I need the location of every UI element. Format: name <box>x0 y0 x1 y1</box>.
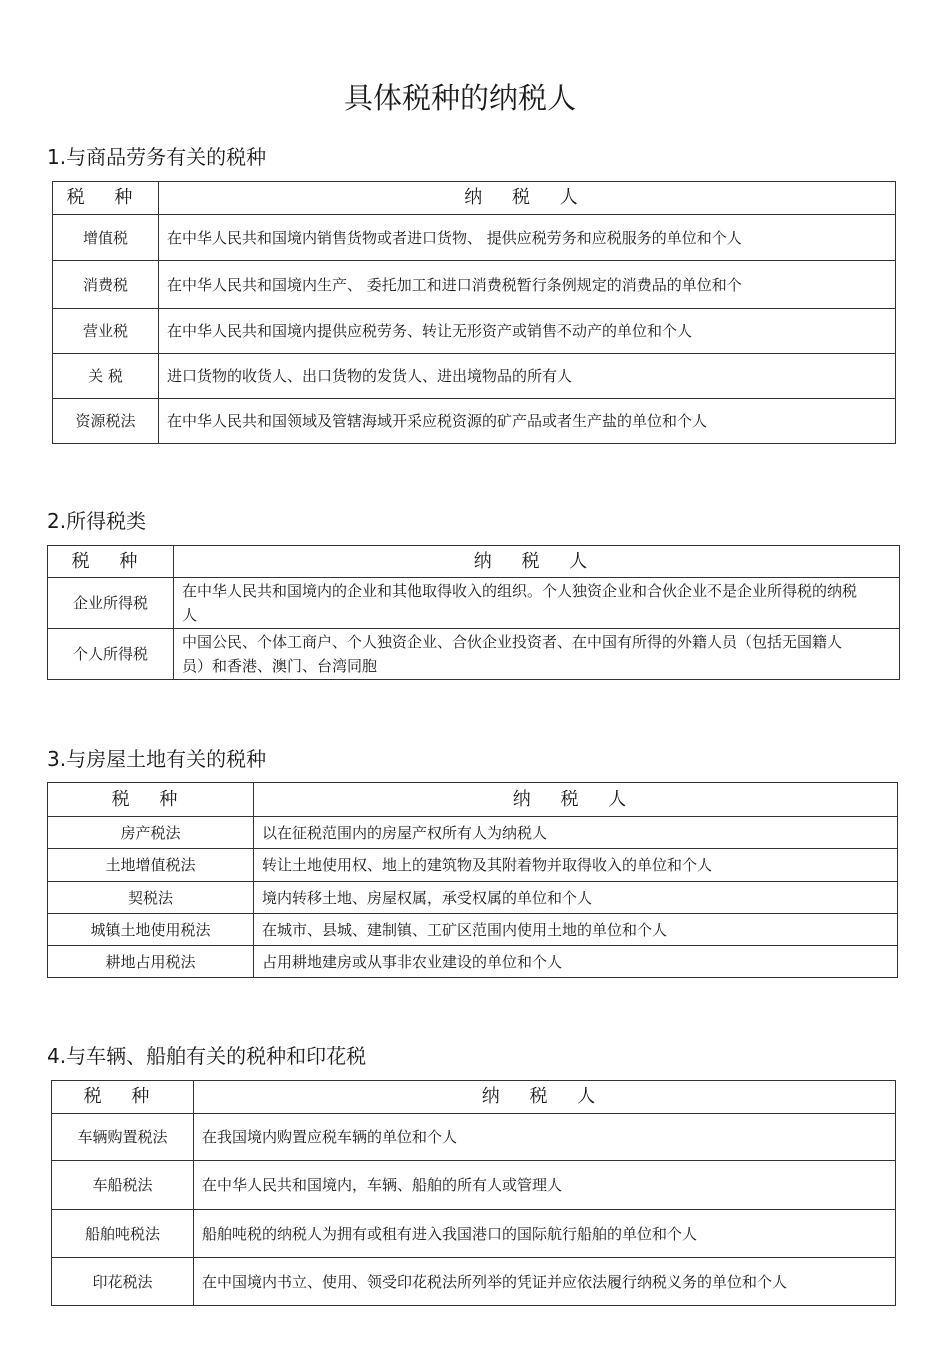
taxpayer-description: 在城市、县城、建制镇、工矿区范围内使用土地的单位和个人 <box>254 914 898 946</box>
table-row <box>53 309 896 354</box>
tax-name: 消费税 <box>53 261 159 309</box>
tax-name: 车辆购置税法 <box>52 1114 194 1161</box>
section-heading-income-tax: 2.所得税类 <box>47 509 147 533</box>
taxpayer-description: 在中华人民共和国境内销售货物或者进口货物、 提供应税劳务和应税服务的单位和个人 <box>159 215 896 261</box>
column-header-taxpayer: 纳 税 人 <box>174 546 900 578</box>
table-header-row <box>52 1081 896 1114</box>
taxpayer-description: 在中华人民共和国境内，车辆、船舶的所有人或管理人 <box>194 1161 896 1210</box>
table-row <box>53 354 896 399</box>
taxpayer-description: 在中华人民共和国境内生产、 委托加工和进口消费税暂行条例规定的消费品的单位和个 <box>159 261 896 309</box>
table-header-row <box>48 783 898 817</box>
tax-name: 增值税 <box>53 215 159 261</box>
table-row <box>48 817 898 849</box>
tax-name: 耕地占用税法 <box>48 946 254 978</box>
tax-name: 船舶吨税法 <box>52 1210 194 1258</box>
taxpayer-description: 船舶吨税的纳税人为拥有或租有进入我国港口的国际航行船舶的单位和个人 <box>194 1210 896 1258</box>
taxpayer-description: 在中华人民共和国境内的企业和其他取得收入的组织。个人独资企业和合伙企业不是企业所得税的纳税人 <box>174 578 900 629</box>
column-header-taxpayer: 纳 税 人 <box>159 182 896 215</box>
table-row <box>52 1161 896 1210</box>
section-heading-vehicle-ship-stamp: 4.与车辆、船舶有关的税种和印花税 <box>47 1044 367 1068</box>
tax-name: 个人所得税 <box>48 629 174 680</box>
taxpayer-description: 以在征税范围内的房屋产权所有人为纳税人 <box>254 817 898 849</box>
tax-name: 契税法 <box>48 882 254 914</box>
taxpayer-description: 在我国境内购置应税车辆的单位和个人 <box>194 1114 896 1161</box>
taxpayer-description: 进口货物的收货人、出口货物的发货人、进出境物品的所有人 <box>159 354 896 399</box>
table-vehicle-ship-stamp <box>51 1080 896 1306</box>
table-row <box>48 882 898 914</box>
tax-name: 土地增值税法 <box>48 849 254 882</box>
tax-name: 房产税法 <box>48 817 254 849</box>
taxpayer-description: 中国公民、个体工商户、个人独资企业、合伙企业投资者、在中国有所得的外籍人员（包括无国籍人员）和香港、澳门、台湾同胞 <box>174 629 900 680</box>
tax-name: 印花税法 <box>52 1258 194 1306</box>
table-row <box>52 1114 896 1161</box>
table-header-row <box>53 182 896 215</box>
column-header-taxpayer: 纳 税 人 <box>254 783 898 817</box>
taxpayer-description: 在中华人民共和国领域及管辖海域开采应税资源的矿产品或者生产盐的单位和个人 <box>159 399 896 444</box>
column-header-tax-type: 税 种 <box>48 783 254 817</box>
table-row <box>53 261 896 309</box>
taxpayer-description: 境内转移土地、房屋权属，承受权属的单位和个人 <box>254 882 898 914</box>
taxpayer-description: 转让土地使用权、地上的建筑物及其附着物并取得收入的单位和个人 <box>254 849 898 882</box>
tax-name: 车船税法 <box>52 1161 194 1210</box>
table-row <box>48 629 900 680</box>
table-row <box>48 849 898 882</box>
column-header-tax-type: 税 种 <box>52 1081 194 1114</box>
table-row <box>48 946 898 978</box>
taxpayer-description: 在中国境内书立、使用、领受印花税法所列举的凭证并应依法履行纳税义务的单位和个人 <box>194 1258 896 1306</box>
taxpayer-description: 在中华人民共和国境内提供应税劳务、转让无形资产或销售不动产的单位和个人 <box>159 309 896 354</box>
tax-name: 资源税法 <box>53 399 159 444</box>
tax-name: 关 税 <box>53 354 159 399</box>
table-row <box>53 399 896 444</box>
table-header-row <box>48 546 900 578</box>
section-heading-property-land: 3.与房屋土地有关的税种 <box>47 747 267 771</box>
table-row <box>48 914 898 946</box>
tax-name: 企业所得税 <box>48 578 174 629</box>
table-row <box>48 578 900 629</box>
page-title: 具体税种的纳税人 <box>343 81 576 115</box>
column-header-tax-type: 税 种 <box>48 546 174 578</box>
column-header-tax-type: 税 种 <box>53 182 159 215</box>
table-row <box>52 1210 896 1258</box>
table-goods-services <box>52 181 896 444</box>
table-row <box>52 1258 896 1306</box>
tax-name: 城镇土地使用税法 <box>48 914 254 946</box>
table-row <box>53 215 896 261</box>
column-header-taxpayer: 纳 税 人 <box>194 1081 896 1114</box>
taxpayer-description: 占用耕地建房或从事非农业建设的单位和个人 <box>254 946 898 978</box>
section-heading-goods-services: 1.与商品劳务有关的税种 <box>47 145 267 169</box>
table-property-land <box>47 782 898 978</box>
table-income-tax <box>47 545 900 680</box>
tax-name: 营业税 <box>53 309 159 354</box>
